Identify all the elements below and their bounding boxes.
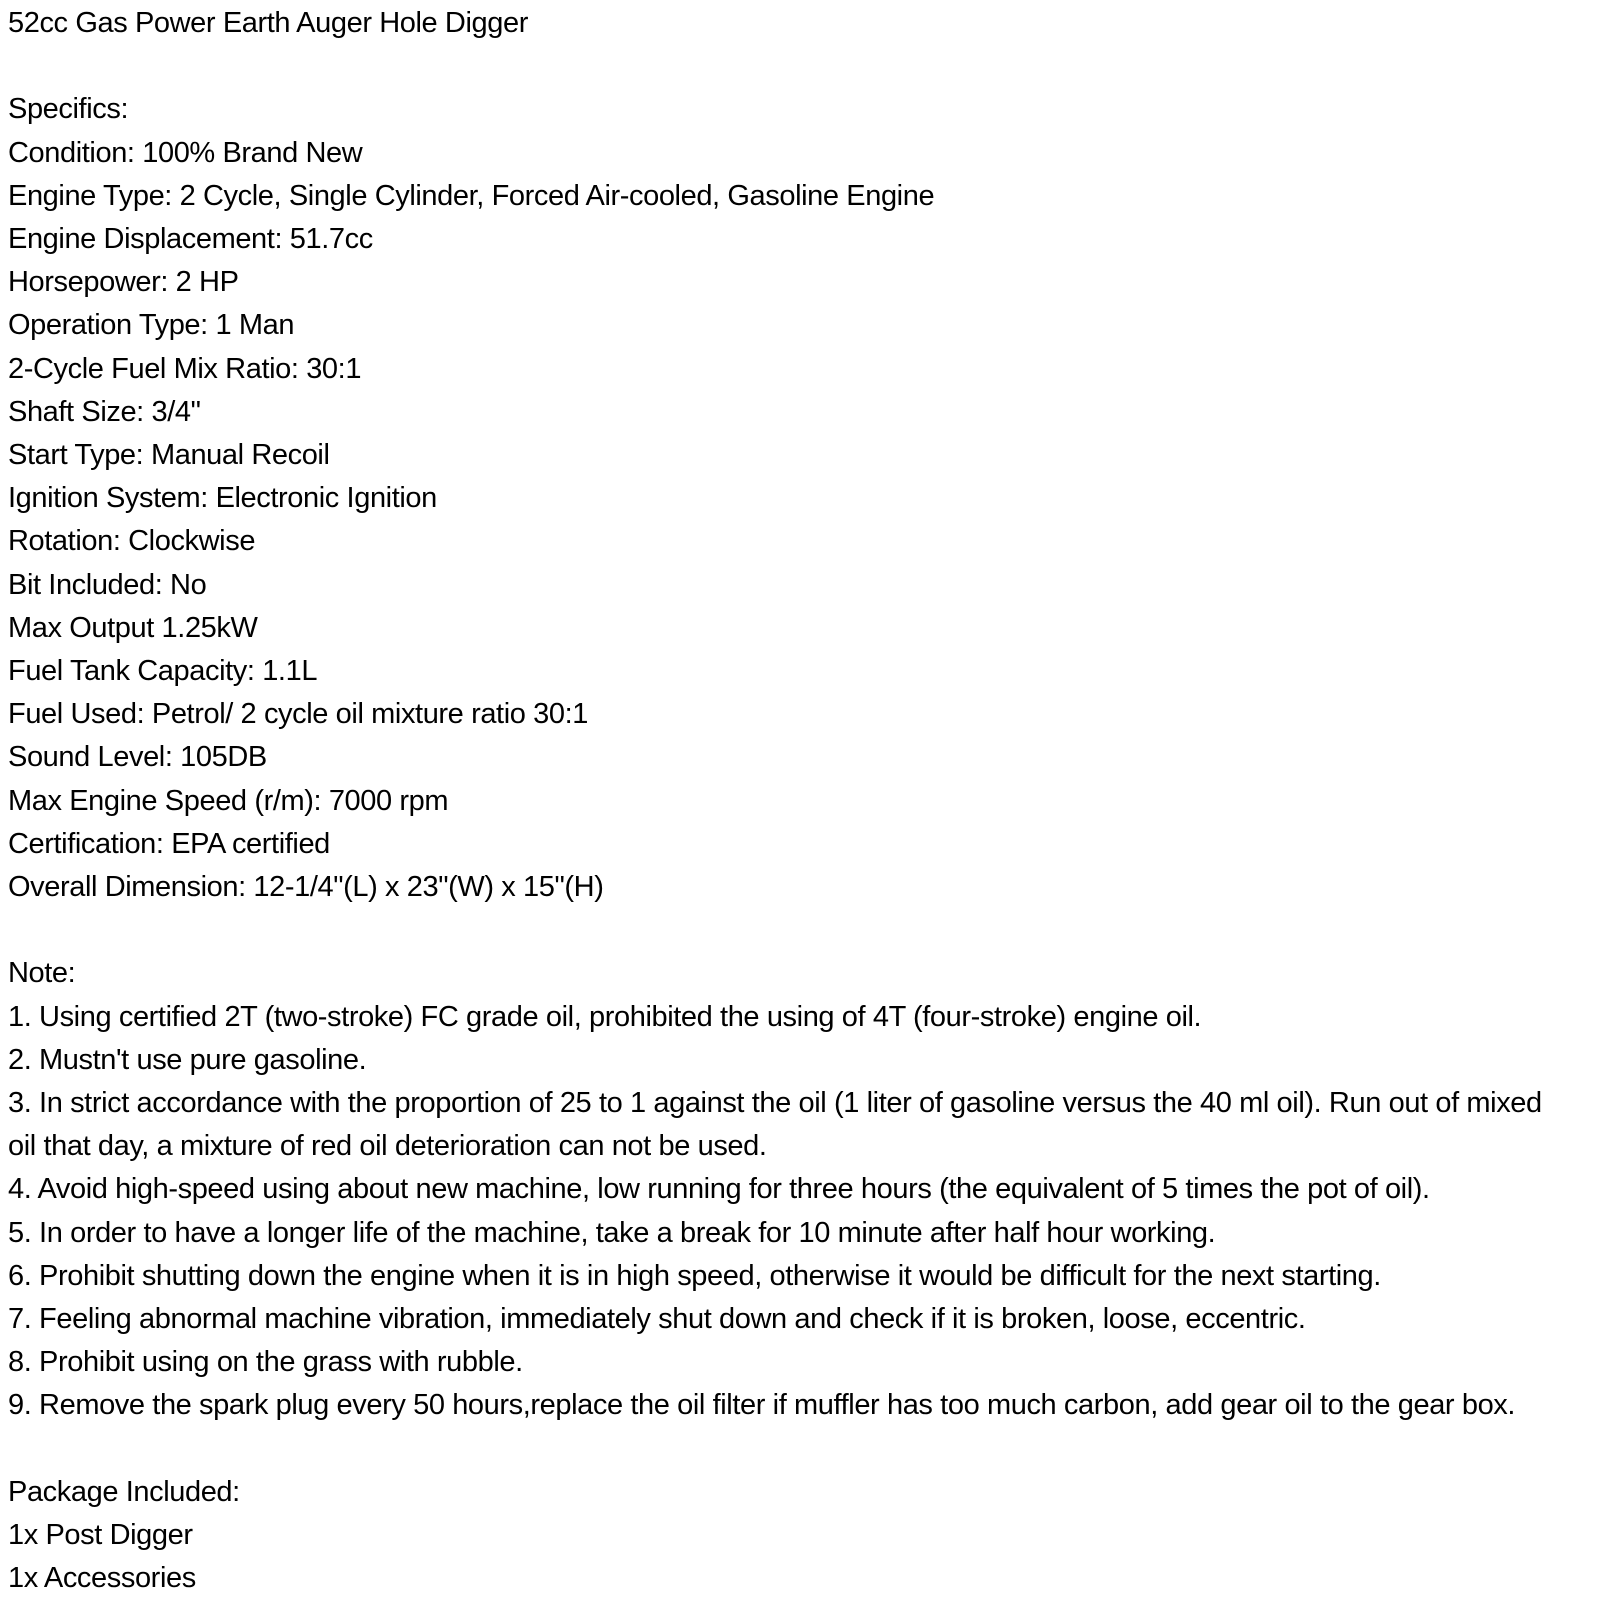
note-item: 5. In order to have a longer life of the machine, take a break for 10 minute after half hour working. bbox=[8, 1216, 1216, 1249]
note-item: 6. Prohibit shutting down the engine when it is in high speed, otherwise it would be difficult for the next starting. bbox=[8, 1259, 1381, 1292]
package-item: 1x Accessories bbox=[8, 1562, 196, 1595]
spec-item: Operation Type: 1 Man bbox=[8, 309, 295, 342]
spec-item: Horsepower: 2 HP bbox=[8, 266, 239, 299]
page-title: 52cc Gas Power Earth Auger Hole Digger bbox=[8, 7, 528, 39]
spec-item: Engine Displacement: 51.7cc bbox=[8, 223, 373, 255]
spec-item: Bit Included: No bbox=[8, 568, 207, 601]
spec-item: Max Engine Speed (r/m): 7000 rpm bbox=[8, 784, 449, 817]
note-item: 2. Mustn't use pure gasoline. bbox=[8, 1043, 367, 1076]
spacer bbox=[8, 909, 1600, 952]
note-section bbox=[8, 952, 1600, 1427]
spec-item: Shaft Size: 3/4" bbox=[8, 395, 201, 428]
spacer bbox=[8, 45, 1600, 88]
spec-item: 2-Cycle Fuel Mix Ratio: 30:1 bbox=[8, 352, 362, 385]
spec-item: Engine Type: 2 Cycle, Single Cylinder, Forced Air-cooled, Gasoline Engine bbox=[8, 179, 935, 212]
spec-item: Sound Level: 105DB bbox=[8, 741, 267, 774]
note-item: 4. Avoid high-speed using about new machine, low running for three hours (the equivalent of 5 times the pot of oil). bbox=[8, 1173, 1430, 1206]
spec-item: Fuel Used: Petrol/ 2 cycle oil mixture ratio 30:1 bbox=[8, 698, 588, 731]
spec-item: Overall Dimension: 12-1/4"(L) x 23"(W) x 15"(H) bbox=[8, 871, 604, 904]
spec-item: Fuel Tank Capacity: 1.1L bbox=[8, 655, 318, 688]
spec-item: Start Type: Manual Recoil bbox=[8, 439, 330, 472]
specifics-heading: Specifics: bbox=[8, 93, 129, 126]
spacer bbox=[8, 1428, 1600, 1471]
note-item: 9. Remove the spark plug every 50 hours,replace the oil filter if muffler has too much carbon, add gear oil to the gear box. bbox=[8, 1389, 1516, 1422]
package-heading: Package Included: bbox=[8, 1475, 240, 1508]
note-item: 8. Prohibit using on the grass with rubble. bbox=[8, 1346, 523, 1379]
spec-item: Max Output 1.25kW bbox=[8, 611, 258, 644]
spec-item: Rotation: Clockwise bbox=[8, 525, 256, 558]
note-item: 7. Feeling abnormal machine vibration, immediately shut down and check if it is broken, loose, eccentric. bbox=[8, 1303, 1306, 1336]
package-section bbox=[8, 1471, 1600, 1600]
spec-item: Condition: 100% Brand New bbox=[8, 136, 363, 169]
spec-item: Certification: EPA certified bbox=[8, 827, 330, 860]
spec-item: Ignition System: Electronic Ignition bbox=[8, 482, 437, 515]
note-heading: Note: bbox=[8, 957, 76, 990]
note-item: 3. In strict accordance with the proportion of 25 to 1 against the oil (1 liter of gasoline versus the 40 ml oil). Run out of mixed oil that day, a mixture of red oil deterioration can not be used. bbox=[8, 1087, 1542, 1163]
specifics-section bbox=[8, 88, 1600, 909]
package-item: 1x Post Digger bbox=[8, 1519, 193, 1552]
note-item: 1. Using certified 2T (two-stroke) FC grade oil, prohibited the using of 4T (four-stroke) engine oil. bbox=[8, 1000, 1202, 1033]
